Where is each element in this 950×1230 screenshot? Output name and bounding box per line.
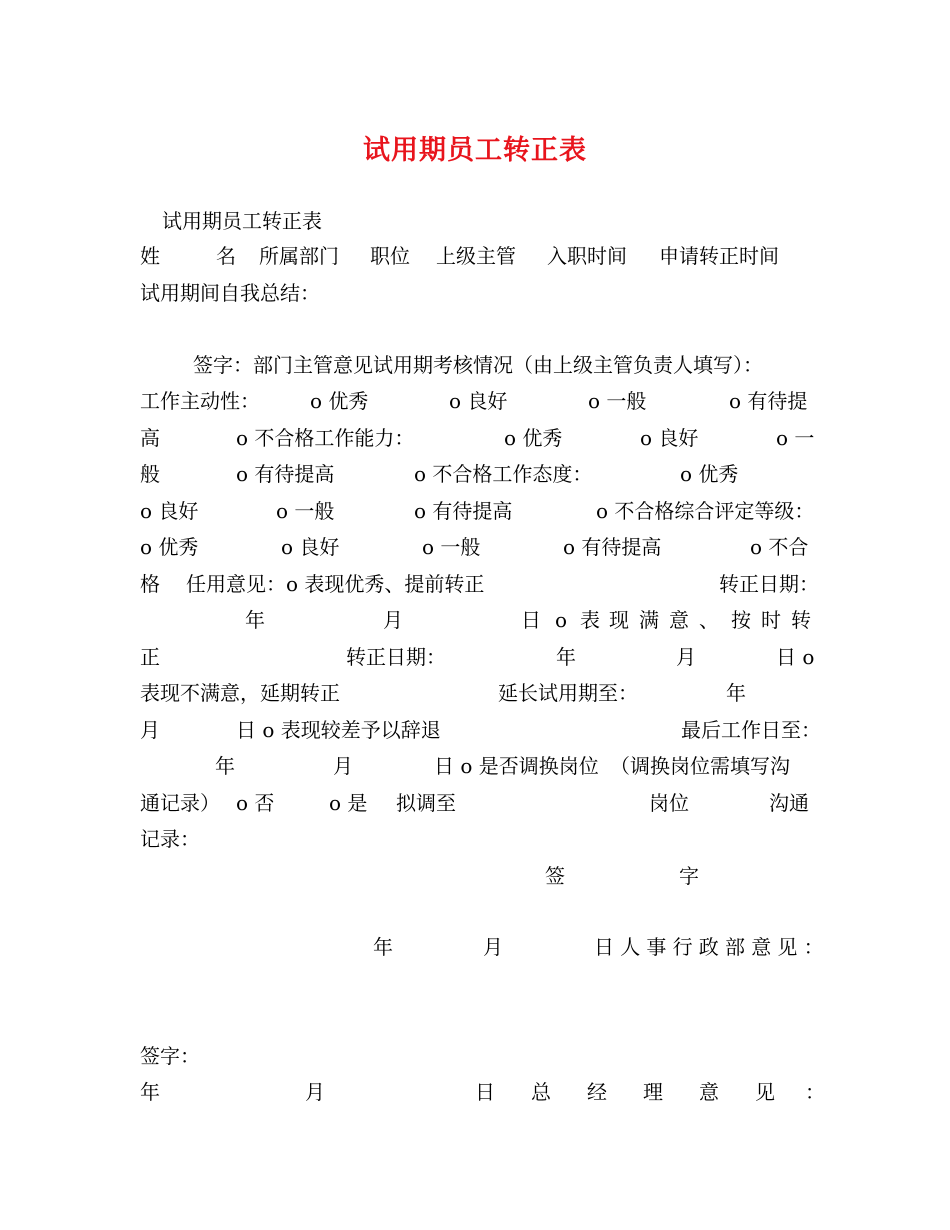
option-excellent: o 优秀 [504, 426, 563, 450]
field-hire-date: 入职时间 [547, 244, 627, 268]
day-label: 日 o [776, 645, 815, 669]
option-excellent: o 优秀 [310, 389, 369, 413]
option-average: o 一般 [276, 499, 335, 523]
last-workday-label: 最后工作日至： [681, 718, 821, 742]
option-excellent: o 优秀 [680, 462, 739, 486]
signature-char: 字 [679, 864, 699, 888]
work-initiative-label: 工作主动性： [140, 389, 260, 413]
dept-opinion-heading: 签字：部门主管意见试用期考核情况（由上级主管负责人填写）： [193, 353, 763, 377]
text-char: 总 [531, 1080, 551, 1104]
month-label: 月 [676, 645, 696, 669]
option-dismiss: 日 o 表现较差予以辞退 [236, 718, 441, 742]
appointment-opinion: 任用意见：o 表现优秀、提前转正 [186, 572, 485, 596]
month-label: 月 [383, 608, 403, 632]
self-summary-label: 试用期间自我总结： [140, 281, 320, 305]
option-good: o 良好 [281, 535, 340, 559]
day-label: 日 [521, 608, 541, 632]
year-label: 年 [726, 681, 746, 705]
option-good: o 良好 [140, 499, 199, 523]
option-yes: o 是 [329, 791, 368, 815]
text-char: 见 [755, 1080, 775, 1104]
text-fragment: 通记录） [140, 791, 220, 815]
day-label: 日 [475, 1080, 495, 1104]
field-position: 职位 [370, 244, 410, 268]
text-char: 意 [699, 1080, 719, 1104]
year-label: 年 [245, 608, 265, 632]
signature-char: 签 [545, 864, 565, 888]
option-average: o 一般 [422, 535, 481, 559]
text-char: 转 [791, 608, 811, 632]
text-char: 现 [609, 608, 629, 632]
field-apply-date: 申请转正时间 [659, 244, 779, 268]
text-char: 满 [639, 608, 659, 632]
text-fragment: 格 [140, 572, 160, 596]
page-title: 试用期员工转正表 [363, 135, 587, 166]
field-supervisor: 上级主管 [436, 244, 516, 268]
option-needs-improvement: o 有待提高 [414, 499, 513, 523]
transfer-question: 日 o 是否调换岗位 [434, 754, 599, 778]
text-fragment: 高 [140, 426, 160, 450]
option-needs-improvement: o 有待提高 [236, 462, 335, 486]
option-average: o 一般 [588, 389, 647, 413]
month-label: 月 [333, 754, 353, 778]
option-needs-improvement: o 有待提高 [563, 535, 662, 559]
option-needs-improvement: o 有待提 [729, 389, 808, 413]
text-char: 经 [587, 1080, 607, 1104]
year-label: 年 [373, 935, 393, 959]
overall-rating-label: o 不合格综合评定等级： [596, 499, 815, 523]
record-label: 记录： [140, 827, 200, 851]
month-label: 月 [483, 935, 503, 959]
text-char: 表 [580, 608, 600, 632]
year-label: 年 [215, 754, 235, 778]
regularization-date-label: 转正日期： [719, 572, 819, 596]
regularization-date-label: 转正日期： [346, 645, 446, 669]
work-ability-label: o 不合格工作能力： [236, 426, 415, 450]
option-marker: o [555, 608, 568, 632]
option-average: o 一 [776, 426, 815, 450]
text-char: 时 [761, 608, 781, 632]
option-fail: o 不合 [750, 535, 809, 559]
text-char: 按 [731, 608, 751, 632]
transfer-note: （调换岗位需填写沟 [610, 754, 790, 778]
option-good: o 良好 [449, 389, 508, 413]
transfer-to-label: 拟调至 [396, 791, 456, 815]
option-no: o 否 [236, 791, 275, 815]
text-char: 理 [643, 1080, 663, 1104]
field-name-char2: 名 [216, 244, 236, 268]
field-name-char1: 姓 [140, 244, 160, 268]
signature-label: 签字： [140, 1044, 200, 1068]
month-label: 月 [140, 718, 160, 742]
text-char: ： [805, 1080, 825, 1104]
text-fragment: 正 [140, 645, 160, 669]
work-attitude-label: o 不合格工作态度： [414, 462, 593, 486]
option-good: o 良好 [640, 426, 699, 450]
position-label: 岗位 [649, 791, 689, 815]
text-fragment: 般 [140, 462, 160, 486]
text-char: 意 [669, 608, 689, 632]
month-label: 月 [305, 1080, 325, 1104]
option-excellent: o 优秀 [140, 535, 199, 559]
text-char: 、 [699, 608, 719, 632]
extend-probation-label: 延长试用期至： [498, 681, 638, 705]
field-department: 所属部门 [259, 244, 339, 268]
year-label: 年 [556, 645, 576, 669]
option-delay: 表现不满意，延期转正 [140, 681, 340, 705]
form-subtitle: 试用期员工转正表 [162, 209, 322, 233]
year-label: 年 [140, 1080, 160, 1104]
communication-label: 沟通 [769, 791, 809, 815]
hr-opinion-label: 日人事行政部意见： [594, 935, 830, 959]
